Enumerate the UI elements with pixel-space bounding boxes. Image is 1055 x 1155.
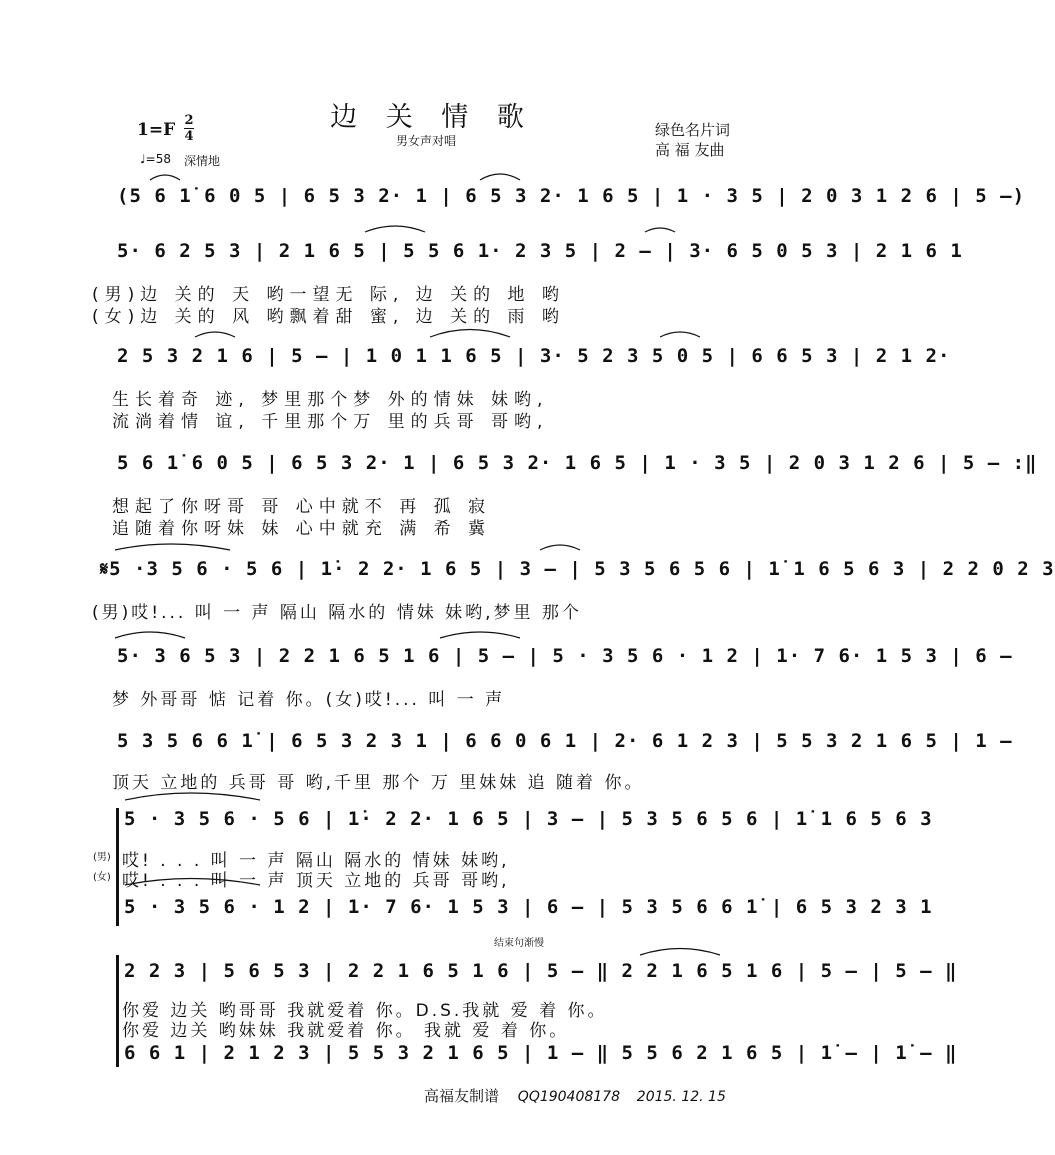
tempo-marking: ♩=58 — [140, 152, 171, 166]
lyric-line-male: 哎! . . . 叫 一 声 隔山 隔水的 情妹 妹哟, — [122, 851, 510, 871]
notation-line-female: 6 6 1 | 2 1 2 3 | 5 5 3 2 1 6 5 | 1 – ‖ 5 5 6 2 1 6 5 | 1̇ – | 1̇ – ‖ — [124, 1042, 958, 1064]
lyric-line-1: 生长着奇 迹, 梦里那个梦 外的情妹 妹哟, — [112, 390, 549, 410]
voice-label-female: (女) — [93, 872, 111, 883]
lyric-line-male: 你爱 边关 哟哥哥 我就爱着 你。D.S.我就 爱 着 你。 — [122, 1001, 608, 1021]
notation-line-female: 5 · 3 5 6 · 1 2 | 1· 7 6· 1 5 3 | 6 – | 5 3 5 6 6 1̇ | 6 5 3 2 3 1 — [124, 896, 933, 918]
notation-line: 𝄋5 ·3 5 6 · 5 6 | 1̇· 2 2· 1 6 5 | 3 – | 5 3 5 6 5 6 | 1̇ 1 6 5 6 3 | 2 2 0 2 3 — [100, 558, 1055, 580]
lyric-line-male: (男)边 关的 天 哟一望无 际, 边 关的 地 哟 — [92, 285, 565, 305]
composer: 高 福 友曲 — [655, 141, 725, 159]
engraver-credit: 高福友制谱 — [424, 1087, 500, 1105]
time-signature-bottom: 4 — [184, 129, 194, 144]
time-signature-top: 2 — [184, 113, 194, 128]
lyric-line-2: 流淌着情 谊, 千里那个万 里的兵哥 哥哟, — [112, 412, 549, 432]
lyric-line-female: 你爱 边关 哟妹妹 我就爱着 你。 我就 爱 着 你。 — [122, 1021, 570, 1041]
voice-label-male: (男) — [93, 852, 111, 863]
lyric-line-1: 顶天 立地的 兵哥 哥 哟,千里 那个 万 里妹妹 追 随着 你。 — [112, 773, 645, 793]
notation-line: 5· 6 2 5 3 | 2 1 6 5 | 5 5 6 1· 2 3 5 | 2 – | 3· 6 5 0 5 3 | 2 1 6 1 — [117, 240, 963, 262]
song-title: 边 关 情 歌 — [330, 102, 534, 133]
notation-line: (5 6 1̇ 6 0 5 | 6 5 3 2· 1 | 6 5 3 2· 1 6 5 | 1 · 3 5 | 2 0 3 1 2 6 | 5 –) — [117, 185, 1026, 207]
notation-line-male: 5 · 3 5 6 · 5 6 | 1̇· 2 2· 1 6 5 | 3 – | 5 3 5 6 5 6 | 1̇ 1 6 5 6 3 — [124, 808, 933, 830]
lyric-line-female: (女)边 关的 风 哟飘着甜 蜜, 边 关的 雨 哟 — [92, 307, 565, 327]
qq-contact: QQ190408178 — [517, 1089, 621, 1105]
notation-line: 5 3 5 6 6 1̇ | 6 5 3 2 3 1 | 6 6 0 6 1 | 2· 6 1 2 3 | 5 5 3 2 1 6 5 | 1 – — [117, 730, 1013, 752]
notation-line-male: 2 2 3 | 5 6 5 3 | 2 2 1 6 5 1 6 | 5 – ‖ 2 2 1 6 5 1 6 | 5 – | 5 – ‖ — [124, 960, 958, 982]
lyric-line-2: 追随着你呀妹 妹 心中就充 满 希 冀 — [112, 519, 492, 539]
song-subtitle: 男女声对唱 — [396, 134, 457, 148]
lyric-line-1: (男)哎!... 叫 一 声 隔山 隔水的 情妹 妹哟,梦里 那个 — [92, 603, 582, 623]
lyric-line-1: 梦 外哥哥 惦 记着 你。(女)哎!... 叫 一 声 — [112, 690, 506, 710]
lyricist: 绿色名片词 — [655, 121, 731, 139]
lyric-line-female: 哎! . . . 叫 一 声 顶天 立地的 兵哥 哥哟, — [122, 871, 510, 891]
key-signature: 1=F — [137, 120, 176, 140]
notation-line: 2 5 3 2 1 6 | 5 – | 1 0 1 1 6 5 | 3· 5 2 3 5 0 5 | 6 6 5 3 | 2 1 2· — [117, 345, 951, 367]
performance-note: 结束句渐慢 — [494, 938, 544, 949]
engraving-date: 2015. 12. 15 — [636, 1089, 726, 1105]
notation-line: 5 6 1̇ 6 0 5 | 6 5 3 2· 1 | 6 5 3 2· 1 6 5 | 1 · 3 5 | 2 0 3 1 2 6 | 5 – :‖ — [117, 452, 1038, 474]
notation-line: 5· 3 6 5 3 | 2 2 1 6 5 1 6 | 5 – | 5 · 3 5 6 · 1 2 | 1· 7 6· 1 5 3 | 6 – — [117, 645, 1013, 667]
lyric-line-1: 想起了你呀哥 哥 心中就不 再 孤 寂 — [112, 497, 492, 517]
expression-marking: 深情地 — [184, 154, 221, 168]
